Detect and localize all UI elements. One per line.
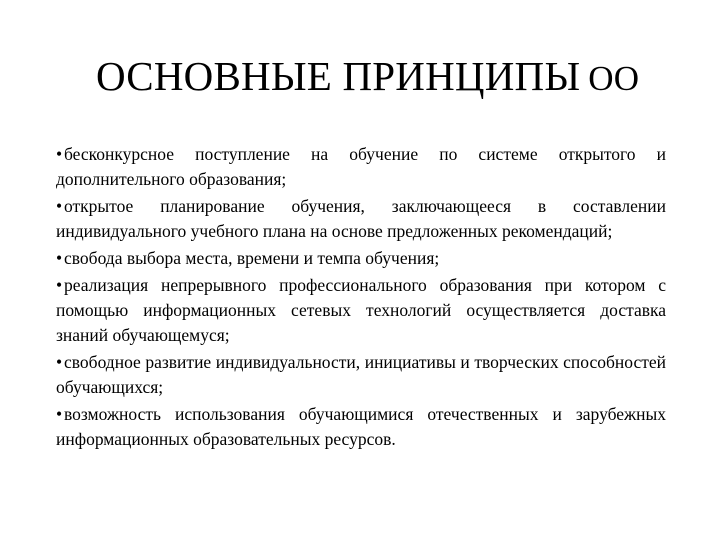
list-item-text: бесконкурсное поступление на обучение по системе открытого и дополнительного образования; xyxy=(56,144,666,189)
bullet-icon: • xyxy=(56,248,63,268)
list-item xyxy=(56,350,666,400)
list-item-text: свободное развитие индивидуальности, инициативы и творческих способностей обучающихся; xyxy=(56,352,666,397)
principles-list xyxy=(56,142,666,454)
list-item-text: открытое планирование обучения, заключающееся в составлении индивидуального учебного плана на основе предложенных рекомендаций; xyxy=(56,196,666,241)
list-item xyxy=(56,273,666,348)
list-item-text: свобода выбора места, времени и темпа обучения; xyxy=(64,248,440,268)
bullet-icon: • xyxy=(56,144,63,164)
bullet-icon: • xyxy=(56,404,63,424)
bullet-icon: • xyxy=(56,196,63,216)
list-item-text: реализация непрерывного профессионального образования при котором с помощью информационных сетевых технологий осуществляется доставка знаний обучающемуся; xyxy=(56,275,666,345)
list-item xyxy=(56,194,666,244)
list-item-text: возможность использования обучающимися отечественных и зарубежных информационных образовательных ресурсов. xyxy=(56,404,666,449)
list-item xyxy=(56,142,666,192)
title-main: ОСНОВНЫЕ ПРИНЦИПЫ xyxy=(96,53,581,99)
slide-title xyxy=(96,52,696,103)
bullet-icon: • xyxy=(56,352,63,372)
bullet-icon: • xyxy=(56,275,63,295)
list-item xyxy=(56,246,666,271)
title-suffix: ОО xyxy=(588,59,640,98)
list-item xyxy=(56,402,666,452)
